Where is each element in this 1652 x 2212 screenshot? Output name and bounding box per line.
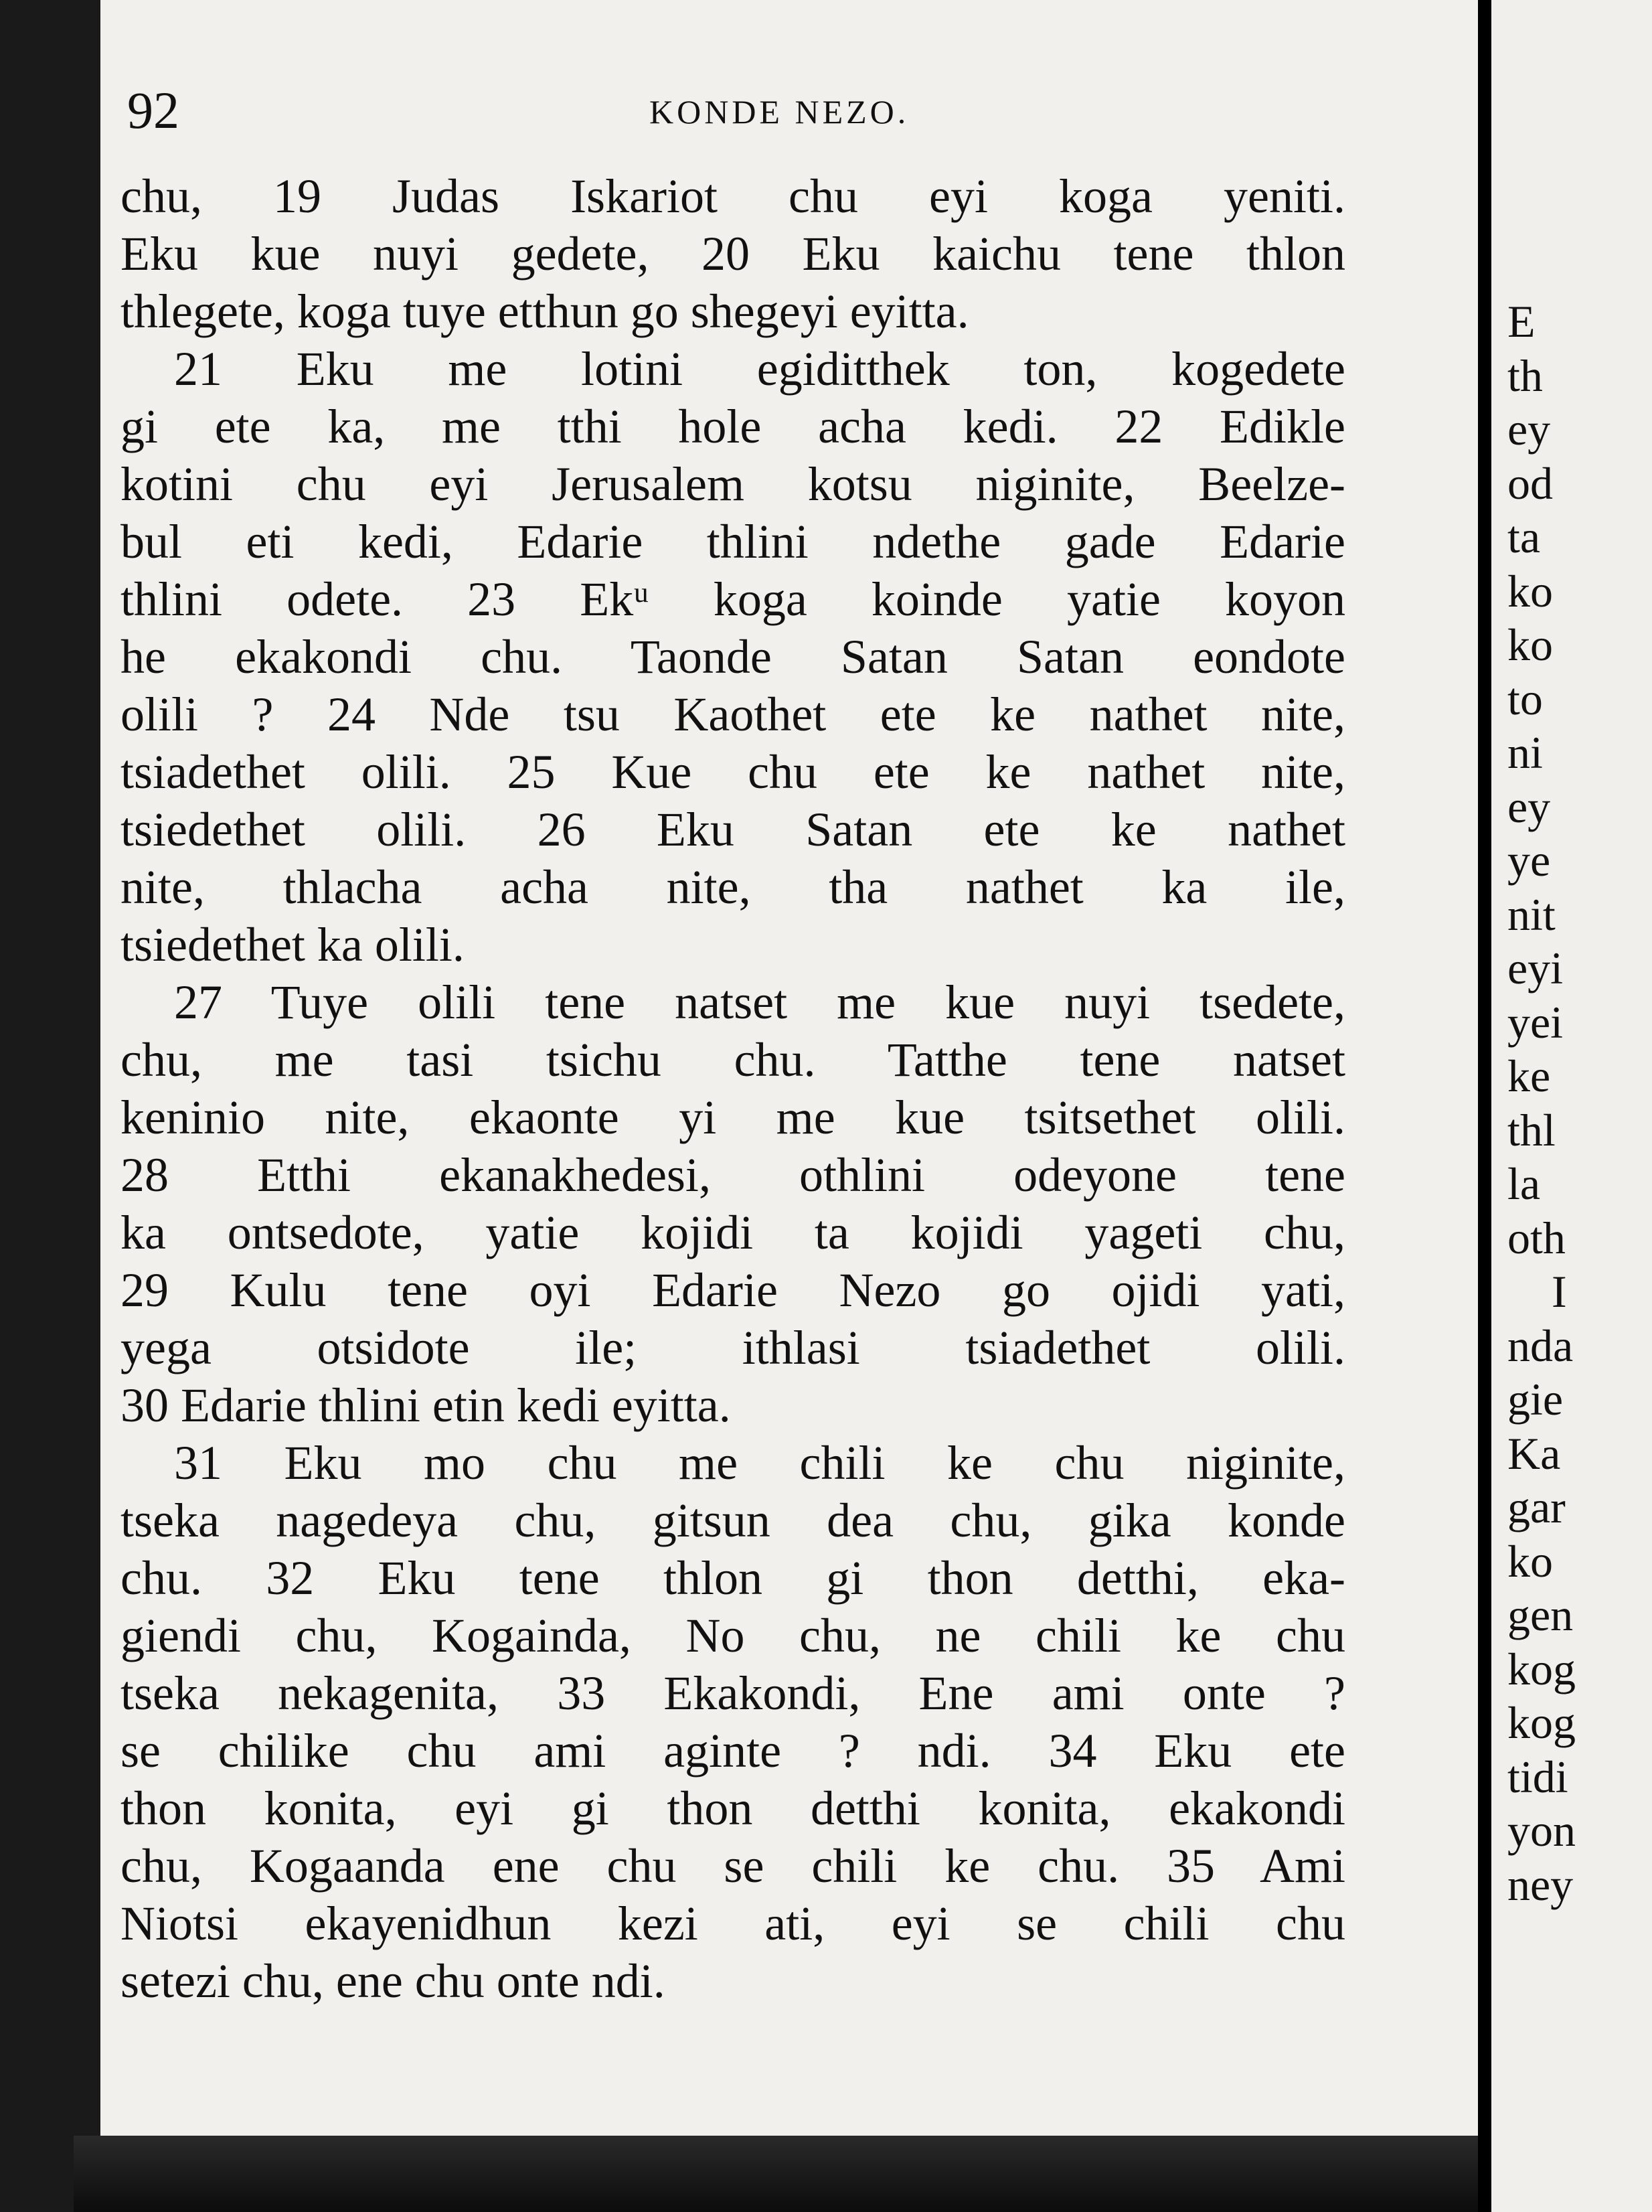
facing-page-line: ney — [1507, 1859, 1574, 1910]
facing-page-line: gar — [1507, 1482, 1566, 1532]
page-gutter — [1478, 0, 1491, 2212]
text-line: thon konita, eyi gi thon detthi konita, ekakondi — [120, 1782, 1345, 1835]
facing-page-line: la — [1507, 1158, 1541, 1209]
facing-page-line: eyi — [1507, 943, 1564, 994]
facing-page-line: Ka — [1507, 1427, 1561, 1479]
text-line: olili ? 24 Nde tsu Kaothet ete ke nathet nite, — [120, 688, 1345, 741]
facing-page-line: E — [1507, 296, 1536, 347]
text-line: chu, 19 Judas Iskariot chu eyi koga yeniti. — [120, 169, 1345, 223]
facing-page-line: ko — [1507, 619, 1553, 670]
facing-page-line: ta — [1507, 511, 1541, 562]
text-line: bul eti kedi, Edarie thlini ndethe gade Edarie — [120, 515, 1345, 568]
text-line: thlegete, koga tuye etthun go shegeyi eyitta. — [120, 285, 969, 338]
facing-page-line: I — [1552, 1266, 1567, 1317]
facing-page-line: kog — [1507, 1697, 1576, 1748]
facing-page-line: yei — [1507, 996, 1564, 1048]
text-line: tseka nekagenita, 33 Ekakondi, Ene ami onte ? — [120, 1666, 1345, 1720]
facing-page-line: thl — [1507, 1104, 1556, 1156]
text-line: 21 Eku me lotini egiditthek ton, kogedete — [174, 342, 1345, 396]
facing-page-line: ko — [1507, 565, 1553, 617]
facing-page-line: yon — [1507, 1805, 1576, 1856]
text-line: yega otsidote ile; ithlasi tsiadethet olili. — [120, 1321, 1345, 1374]
text-line: gi ete ka, me tthi hole acha kedi. 22 Edikle — [120, 400, 1345, 453]
text-line: 27 Tuye olili tene natset me kue nuyi tsedete, — [174, 975, 1345, 1029]
facing-page-text — [1491, 295, 1652, 1911]
text-line: keninio nite, ekaonte yi me kue tsitsethet olili. — [120, 1091, 1345, 1144]
facing-page-line: tidi — [1507, 1751, 1568, 1802]
text-line: setezi chu, ene chu onte ndi. — [120, 1954, 665, 2008]
facing-page-line: ni — [1507, 727, 1543, 778]
page-bottom-edge — [74, 2136, 1478, 2212]
text-line: ka ontsedote, yatie kojidi ta kojidi yageti chu, — [120, 1206, 1345, 1259]
text-line: Eku kue nuyi gedete, 20 Eku kaichu tene thlon — [120, 227, 1345, 281]
text-line: giendi chu, Kogainda, No chu, ne chili ke chu — [120, 1609, 1345, 1662]
text-line: thlini odete. 23 Ekᵘ koga koinde yatie koyon — [120, 572, 1345, 626]
facing-page-line: th — [1507, 349, 1543, 401]
text-line: he ekakondi chu. Taonde Satan Satan eondote — [120, 630, 1345, 684]
text-line: chu, me tasi tsichu chu. Tatthe tene natset — [120, 1033, 1345, 1087]
facing-page-line: od — [1507, 457, 1553, 509]
text-line: 28 Etthi ekanakhedesi, othlini odeyone tene — [120, 1148, 1345, 1202]
text-line: se chilike chu ami aginte ? ndi. 34 Eku ete — [120, 1724, 1345, 1778]
text-line: 30 Edarie thlini etin kedi eyitta. — [120, 1378, 731, 1432]
text-line: Niotsi ekayenidhun kezi ati, eyi se chili chu — [120, 1897, 1345, 1950]
facing-page-line: ey — [1507, 404, 1551, 455]
text-line: chu, Kogaanda ene chu se chili ke chu. 35 Ami — [120, 1839, 1345, 1893]
running-title: KONDE NEZO. — [649, 93, 910, 131]
facing-page-line: oth — [1507, 1212, 1566, 1263]
facing-page-line: ye — [1507, 835, 1551, 886]
facing-page-line: kog — [1507, 1643, 1576, 1694]
scripture-text — [120, 167, 1345, 2010]
text-line: nite, thlacha acha nite, tha nathet ka ile, — [120, 860, 1345, 914]
facing-page-line: nit — [1507, 888, 1556, 940]
facing-page-line: ke — [1507, 1050, 1551, 1101]
text-line: kotini chu eyi Jerusalem kotsu niginite, Beelze- — [120, 457, 1345, 511]
text-line: tsiedethet ka olili. — [120, 918, 465, 971]
facing-page-line: to — [1507, 673, 1543, 724]
text-line: 29 Kulu tene oyi Edarie Nezo go ojidi yati, — [120, 1263, 1345, 1317]
page-number: 92 — [127, 81, 179, 139]
facing-page-line: nda — [1507, 1320, 1574, 1371]
text-line: tseka nagedeya chu, gitsun dea chu, gika konde — [120, 1494, 1345, 1547]
facing-page-line: ko — [1507, 1535, 1553, 1587]
running-head — [127, 80, 1325, 141]
text-line: 31 Eku mo chu me chili ke chu niginite, — [174, 1436, 1345, 1490]
facing-page-line: gen — [1507, 1589, 1574, 1640]
facing-page-line: ey — [1507, 781, 1551, 832]
text-line: tsiedethet olili. 26 Eku Satan ete ke nathet — [120, 803, 1345, 856]
facing-page-line: gie — [1507, 1374, 1564, 1425]
text-line: chu. 32 Eku tene thlon gi thon detthi, eka- — [120, 1551, 1345, 1605]
text-line: tsiadethet olili. 25 Kue chu ete ke nathet nite, — [120, 745, 1345, 799]
